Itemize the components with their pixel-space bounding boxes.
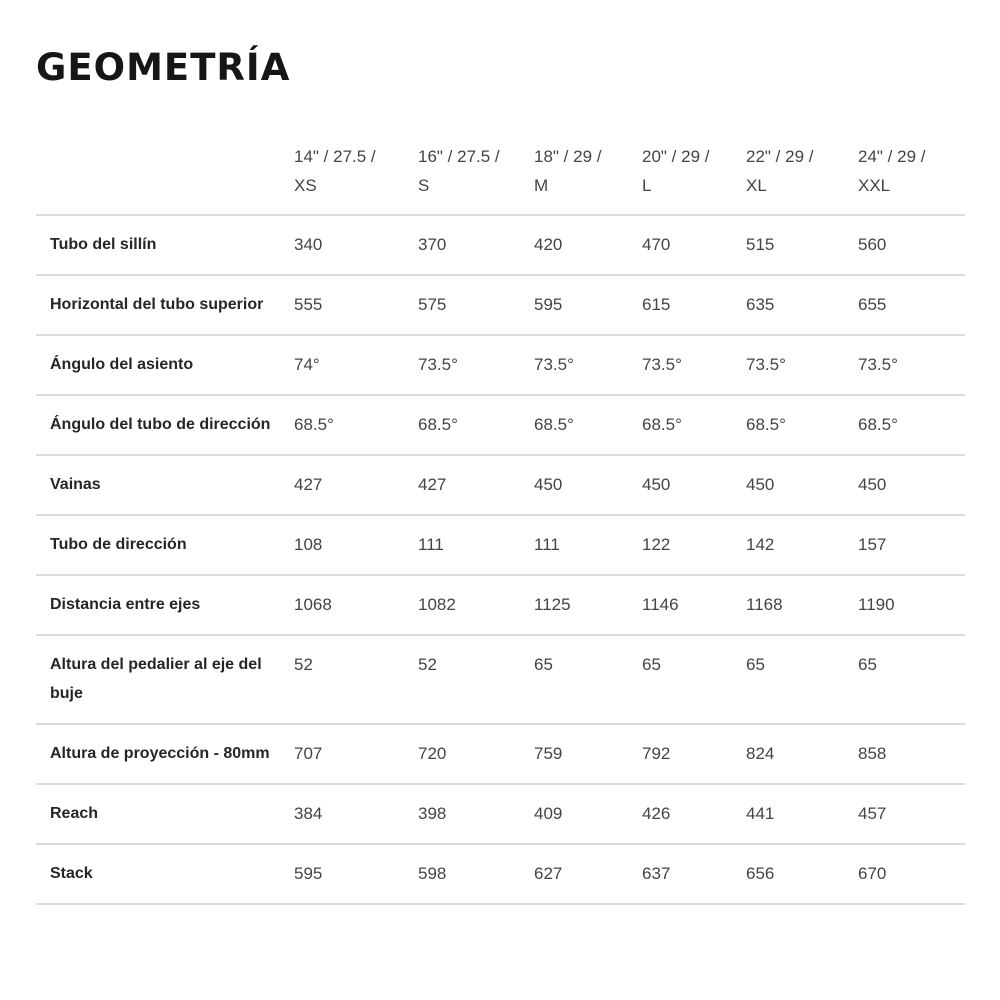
row-label: Altura del pedalier al eje del buje [50,656,262,702]
measurement-cell: 637 [642,864,671,883]
measurement-cell: 457 [858,804,887,823]
measurement-cell: 1168 [746,595,783,614]
column-header-size [294,140,418,215]
row-label: Reach [50,805,99,822]
measurement-cell: 111 [534,535,560,554]
measurement-cell: 111 [418,535,444,554]
row-label: Tubo del sillín [50,236,157,253]
measurement-cell: 450 [642,475,671,494]
measurement-cell: 560 [858,235,887,254]
row-label: Ángulo del tubo de dirección [50,416,271,433]
measurement-cell: 68.5° [294,415,334,434]
measurement-cell: 858 [858,744,887,763]
row-label: Ángulo del asiento [50,356,194,373]
size-code: XL [746,176,767,195]
measurement-cell: 68.5° [418,415,458,434]
size-label: 18" / 29 / [534,147,602,166]
table-row [36,575,965,635]
table-row [36,724,965,784]
size-label: 16" / 27.5 / [418,147,500,166]
measurement-cell: 420 [534,235,563,254]
measurement-cell: 595 [534,295,563,314]
measurement-cell: 759 [534,744,563,763]
table-row [36,455,965,515]
measurement-cell: 427 [294,475,323,494]
table-row [36,335,965,395]
measurement-cell: 68.5° [858,415,898,434]
measurement-cell: 450 [534,475,563,494]
table-row [36,784,965,844]
measurement-cell: 555 [294,295,323,314]
measurement-cell: 73.5° [418,355,458,374]
column-header-size [534,140,642,215]
column-header-size [642,140,746,215]
measurement-cell: 615 [642,295,671,314]
measurement-cell: 73.5° [858,355,898,374]
measurement-cell: 73.5° [642,355,682,374]
measurement-cell: 142 [746,535,775,554]
table-body [36,215,965,904]
measurement-cell: 65 [858,655,877,674]
column-header-size [858,140,965,215]
measurement-cell: 1068 [294,595,332,614]
measurement-cell: 157 [858,535,887,554]
measurement-cell: 426 [642,804,671,823]
measurement-cell: 1082 [418,595,456,614]
measurement-cell: 409 [534,804,563,823]
table-header-row [36,140,965,215]
size-code: S [418,176,430,195]
measurement-cell: 398 [418,804,447,823]
measurement-cell: 441 [746,804,775,823]
measurement-cell: 52 [294,655,313,674]
measurement-cell: 68.5° [746,415,786,434]
size-code: M [534,176,549,195]
row-label: Tubo de dirección [50,536,187,553]
size-label: 22" / 29 / [746,147,814,166]
measurement-cell: 384 [294,804,323,823]
table-row [36,515,965,575]
size-label: 24" / 29 / [858,147,926,166]
measurement-cell: 670 [858,864,887,883]
row-label: Altura de proyección - 80mm [50,745,270,762]
size-code: XXL [858,176,891,195]
measurement-cell: 1146 [642,595,679,614]
row-label: Distancia entre ejes [50,596,201,613]
measurement-cell: 598 [418,864,447,883]
size-label: 14" / 27.5 / [294,147,376,166]
measurement-cell: 1125 [534,595,571,614]
measurement-cell: 470 [642,235,671,254]
measurement-cell: 515 [746,235,775,254]
measurement-cell: 575 [418,295,447,314]
size-code: L [642,176,652,195]
measurement-cell: 65 [746,655,765,674]
measurement-cell: 340 [294,235,323,254]
column-header-size [418,140,534,215]
row-label: Stack [50,865,93,882]
table-row [36,215,965,275]
row-label: Horizontal del tubo superior [50,296,264,313]
measurement-cell: 108 [294,535,323,554]
measurement-cell: 427 [418,475,447,494]
measurement-cell: 65 [642,655,661,674]
measurement-cell: 792 [642,744,671,763]
row-label: Vainas [50,476,101,493]
measurement-cell: 74° [294,355,320,374]
table-row [36,275,965,335]
measurement-cell: 73.5° [746,355,786,374]
measurement-cell: 1190 [858,595,895,614]
size-code: XS [294,176,317,195]
measurement-cell: 68.5° [534,415,574,434]
measurement-cell: 122 [642,535,671,554]
table-row [36,395,965,455]
measurement-cell: 655 [858,295,887,314]
measurement-cell: 635 [746,295,775,314]
measurement-cell: 73.5° [534,355,574,374]
measurement-cell: 595 [294,864,323,883]
column-header-size [746,140,858,215]
page-title: GEOMETRÍA [36,46,291,89]
measurement-cell: 707 [294,744,323,763]
measurement-cell: 656 [746,864,775,883]
measurement-cell: 824 [746,744,775,763]
measurement-cell: 450 [858,475,887,494]
measurement-cell: 370 [418,235,447,254]
table-row [36,844,965,904]
geometry-table [36,140,965,905]
table-row [36,635,965,724]
header-empty-cell [36,140,294,215]
measurement-cell: 68.5° [642,415,682,434]
measurement-cell: 65 [534,655,553,674]
measurement-cell: 627 [534,864,563,883]
measurement-cell: 720 [418,744,447,763]
size-label: 20" / 29 / [642,147,710,166]
measurement-cell: 52 [418,655,437,674]
measurement-cell: 450 [746,475,775,494]
